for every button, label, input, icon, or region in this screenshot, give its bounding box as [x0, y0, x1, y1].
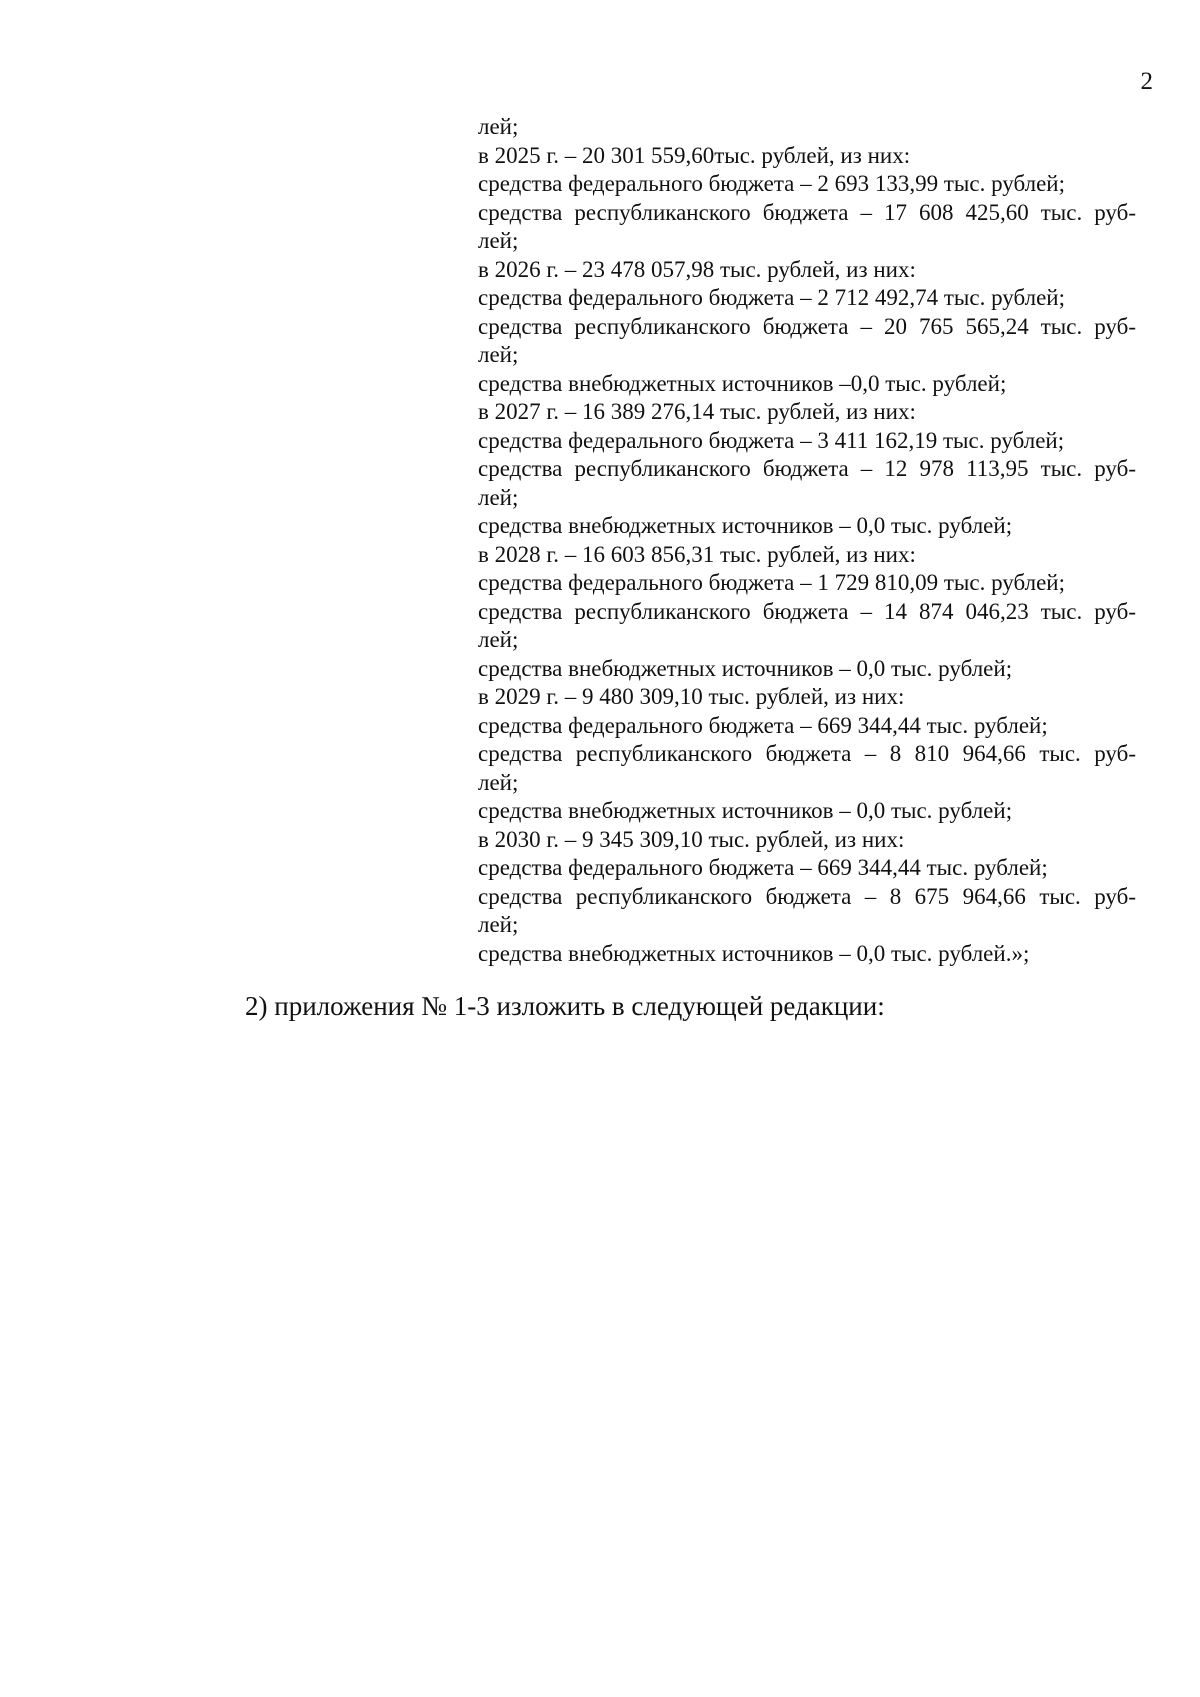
budget-line: средства республиканского бюджета – 8 675 964,66 тыс. руб-	[478, 883, 1136, 909]
budget-line: средства республиканского бюджета – 20 765 565,24 тыс. руб-	[478, 313, 1136, 339]
budget-line: средства внебюджетных источников – 0,0 тыс. рублей;	[478, 655, 1013, 681]
budget-line: лей;	[478, 627, 519, 652]
budget-line: средства республиканского бюджета – 17 608 425,60 тыс. руб-	[478, 199, 1136, 225]
budget-line: средства внебюджетных источников – 0,0 тыс. рублей;	[478, 513, 1013, 538]
budget-line: в 2025 г. – 20 301 559,60тыс. рублей, из них:	[478, 142, 911, 168]
budget-line: средства федерального бюджета – 2 693 133,99 тыс. рублей;	[478, 171, 1065, 196]
closing-paragraph: 2) приложения № 1-3 изложить в следующей редакции:	[245, 991, 885, 1021]
budget-line: средства федерального бюджета – 669 344,44 тыс. рублей;	[478, 855, 1048, 880]
budget-line: в 2026 г. – 23 478 057,98 тыс. рублей, из них:	[478, 256, 916, 282]
budget-line: средства внебюджетных источников – 0,0 тыс. рублей.»;	[478, 940, 1030, 966]
budget-line: лей;	[478, 769, 519, 795]
budget-line: средства федерального бюджета – 1 729 810,09 тыс. рублей;	[478, 570, 1065, 595]
budget-line: средства внебюджетных источников –0,0 тыс. рублей;	[478, 370, 1007, 396]
budget-line: лей;	[478, 484, 519, 510]
budget-line: средства федерального бюджета – 2 712 492,74 тыс. рублей;	[478, 285, 1065, 310]
budget-line: средства республиканского бюджета – 8 810 964,66 тыс. руб-	[478, 741, 1136, 766]
budget-line: лей;	[478, 228, 519, 253]
budget-line: в 2028 г. – 16 603 856,31 тыс. рублей, из них:	[478, 541, 916, 567]
budget-line: лей;	[478, 114, 519, 139]
budget-line: средства внебюджетных источников – 0,0 тыс. рублей;	[478, 798, 1013, 823]
budget-line: средства республиканского бюджета – 12 978 113,95 тыс. руб-	[478, 456, 1136, 481]
budget-line: в 2029 г. – 9 480 309,10 тыс. рублей, из них:	[478, 684, 905, 709]
page-number: 2	[1140, 68, 1153, 95]
budget-funding-block	[478, 113, 1136, 968]
budget-line: средства республиканского бюджета – 14 874 046,23 тыс. руб-	[478, 598, 1136, 624]
budget-line: лей;	[478, 912, 519, 937]
budget-line: средства федерального бюджета – 3 411 162,19 тыс. рублей;	[478, 427, 1065, 453]
budget-line: в 2027 г. – 16 389 276,14 тыс. рублей, из них:	[478, 399, 916, 424]
budget-line: средства федерального бюджета – 669 344,44 тыс. рублей;	[478, 712, 1048, 738]
budget-line: лей;	[478, 342, 519, 367]
budget-line: в 2030 г. – 9 345 309,10 тыс. рублей, из них:	[478, 826, 905, 852]
